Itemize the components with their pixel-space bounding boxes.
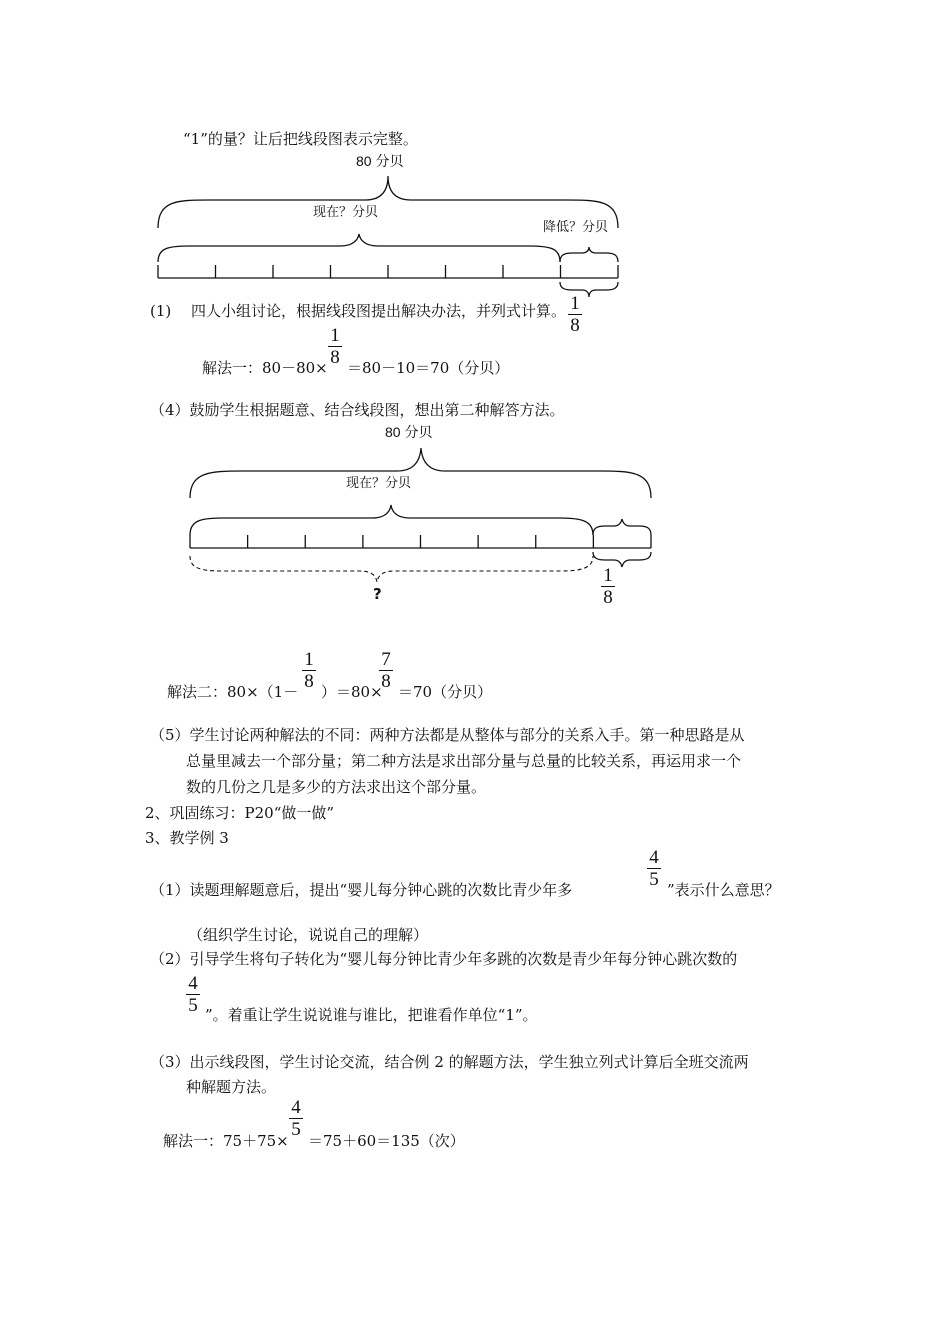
diagram1-total-label: 80 分贝 [356, 153, 404, 169]
diagram1-reduce-label: 降低？分贝 [543, 220, 609, 235]
solution2-fraction-a-numerator: 1 [304, 649, 314, 670]
step5-line-2: 总量里减去一个部分量；第二种方法是求出部分量与总量的比较关系，再运用求一个 [186, 752, 742, 770]
solution1-prefix: 解法一：80－80× [202, 359, 328, 377]
step5-line-3: 数的几份之几是多少的方法求出这个部分量。 [186, 778, 487, 796]
solution2-fraction-b [379, 650, 393, 691]
diagram2-question-label: ? [373, 585, 382, 603]
solution2-middle: ）＝80× [321, 683, 383, 701]
diagram2-total-brace [190, 448, 651, 498]
solution2-fraction-a-denominator: 8 [304, 671, 314, 692]
example3-q1-fraction-denominator: 5 [649, 869, 659, 890]
solution1-suffix: ＝80－10＝70（分贝） [347, 359, 510, 377]
example3-q2-fraction [186, 974, 200, 1015]
step4-text: （4）鼓励学生根据题意、结合线段图，想出第二种解答方法。 [150, 401, 565, 419]
solution1-fraction-numerator: 1 [330, 325, 340, 346]
example3-q1-note: （组织学生讨论，说说自己的理解） [188, 926, 429, 944]
diagram1-fraction-denominator: 8 [570, 315, 580, 336]
example3-q1-prefix: （1）读题理解题意后，提出“婴儿每分钟心跳的次数比青少年多 [150, 881, 573, 899]
example3-q2-fraction-denominator: 5 [188, 995, 198, 1016]
diagram2-total-label: 80 分贝 [385, 424, 433, 440]
diagram2-now-label: 现在？分贝 [346, 476, 412, 491]
diagram2-fraction-numerator: 1 [603, 565, 613, 586]
example3-q1-suffix: ”表示什么意思？ [667, 881, 780, 899]
solution1-fraction-denominator: 8 [330, 347, 340, 368]
diagram2-now-brace [190, 505, 593, 535]
diagram2-ticks [190, 535, 651, 548]
example3-solution1-fraction-numerator: 4 [291, 1097, 301, 1118]
section-2-heading: 2、巩固练习：P20“做一做” [145, 804, 335, 822]
diagram1-now-label: 现在？分贝 [313, 205, 379, 220]
solution2-prefix: 解法二：80×（1－ [167, 683, 299, 701]
example3-q3-line-2: 种解题方法。 [186, 1078, 277, 1096]
diagram2-fraction-denominator: 8 [603, 587, 613, 608]
intro-line: “1”的量？让后把线段图表示完整。 [183, 130, 418, 148]
diagram2-part-brace [593, 519, 651, 535]
example3-q2-fraction-numerator: 4 [188, 973, 198, 994]
diagram2-fraction [601, 566, 615, 607]
solution2-fraction-b-denominator: 8 [381, 671, 391, 692]
section-3-heading: 3、教学例 3 [145, 829, 229, 847]
solution2-fraction-a [302, 650, 316, 691]
diagram2-fraction-brace [593, 552, 651, 567]
step1-text: (1) 四人小组讨论，根据线段图提出解决办法，并列式计算。 [150, 302, 567, 320]
solution2-suffix: ＝70（分贝） [398, 683, 493, 701]
step5-line-1: （5）学生讨论两种解法的不同：两种方法都是从整体与部分的关系入手。第一种思路是从 [150, 726, 745, 744]
example3-q1-fraction [647, 848, 661, 889]
example3-solution1-fraction-denominator: 5 [291, 1119, 301, 1140]
example3-q1-fraction-numerator: 4 [649, 847, 659, 868]
example3-q2-line-1: （2）引导学生将句子转化为“婴儿每分钟比青少年多跳的次数是青少年每分钟心跳次数的 [150, 950, 738, 968]
diagram2-question-brace [190, 556, 593, 582]
example3-solution1-suffix: ＝75＋60＝135（次） [308, 1132, 465, 1150]
example3-q3-line-1: （3）出示线段图，学生讨论交流，结合例 2 的解题方法，学生独立列式计算后全班交流两 [150, 1053, 749, 1071]
example3-solution1-fraction [289, 1098, 303, 1139]
diagram1-fraction-numerator: 1 [570, 293, 580, 314]
example3-q2-line-2: ”。着重让学生说说谁与谁比，把谁看作单位“1”。 [205, 1006, 538, 1024]
example3-solution1-prefix: 解法一：75＋75× [163, 1132, 289, 1150]
solution2-fraction-b-numerator: 7 [381, 649, 391, 670]
